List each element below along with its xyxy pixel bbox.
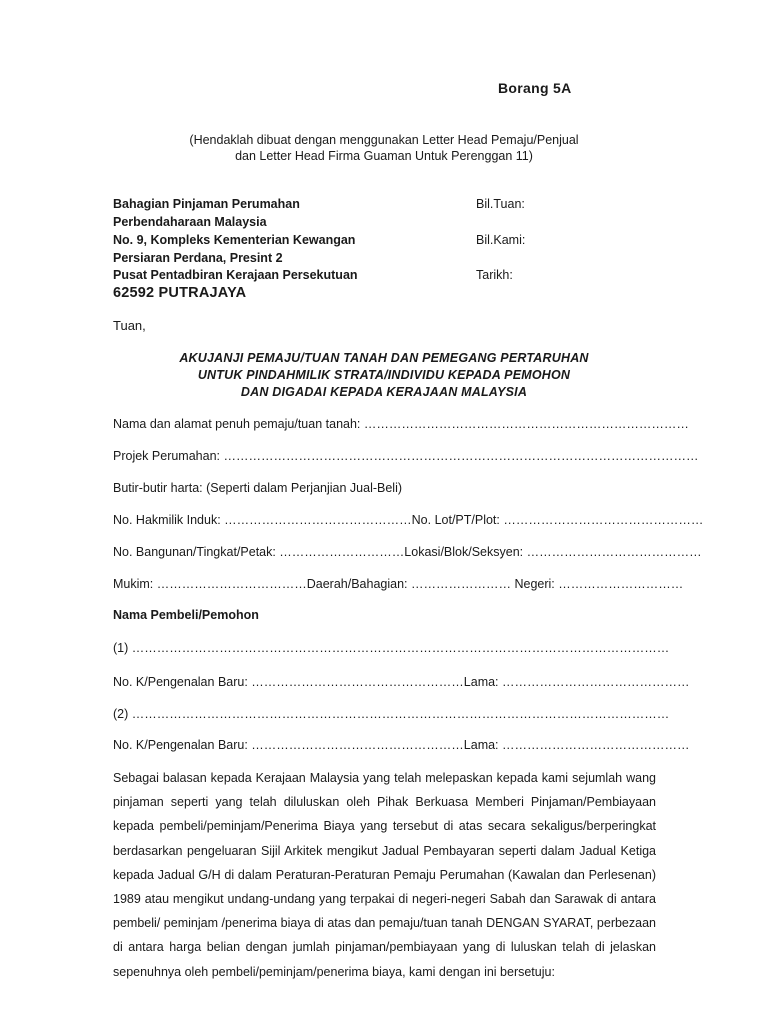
instruction-line-2: dan Letter Head Firma Guaman Untuk Perenggan 11): [235, 149, 533, 163]
buyer-1-name: (1) …………………………………………………………………………………………………………………: [113, 641, 670, 655]
buyer-2-ic: No. K/Pengenalan Baru: ……………………………………………Lama: ………………………………………: [113, 738, 690, 752]
address-line-1: Bahagian Pinjaman Perumahan: [113, 197, 300, 211]
document-title: [0, 350, 768, 401]
ref-bil-kami: Bil.Kami:: [476, 233, 526, 247]
title-line-1: AKUJANJI PEMAJU/TUAN TANAH DAN PEMEGANG PERTARUHAN: [179, 351, 589, 365]
instruction-note: [0, 132, 768, 164]
buyer-2-name: (2) …………………………………………………………………………………………………………………: [113, 707, 670, 721]
salutation: Tuan,: [113, 318, 146, 333]
field-butir-harta: Butir-butir harta: (Seperti dalam Perjanjian Jual-Beli): [113, 481, 403, 495]
form-number: Borang 5A: [498, 80, 572, 96]
address-city: 62592 PUTRAJAYA: [113, 285, 247, 301]
title-line-3: DAN DIGADAI KEPADA KERAJAAN MALAYSIA: [240, 385, 528, 399]
field-bangunan: No. Bangunan/Tingkat/Petak: …………………………Lokasi/Blok/Seksyen: ……………………………………: [113, 545, 702, 559]
buyer-1-ic: No. K/Pengenalan Baru: ……………………………………………Lama: ………………………………………: [113, 675, 690, 689]
ref-bil-tuan: Bil.Tuan:: [476, 197, 525, 211]
address-line-5: Pusat Pentadbiran Kerajaan Persekutuan: [113, 268, 358, 282]
address-line-3: No. 9, Kompleks Kementerian Kewangan: [113, 233, 356, 247]
body-paragraph: Sebagai balasan kepada Kerajaan Malaysia yang telah melepaskan kepada kami sejumlah wang pinjaman seperti yang telah diluluskan oleh Pihak Berkuasa Memberi Pinjaman/Pembiayaan kepada pembeli/peminjam/Penerima Biaya yang tersebut di atas secara sekaligus/berperingkat berdasarkan pengeluaran Sijil Arkitek mengikut Jadual Pembayaran seperti dalam Jadual Ketiga kepada Jadual G/H di dalam Peraturan-Peraturan Pemaju Perumahan (Kawalan dan Perlesenan) 1989 atau mengikut undang-undang yang terpakai di negeri-negeri Sabah dan Sarawak di antara pembeli/ peminjam /penerima biaya di atas dan pemaju/tuan tanah DENGAN SYARAT, perbezaan di antara harga belian dengan jumlah pinjaman/pembiayaan yang di luluskan telah di jelaskan sepenuhnya oleh pembeli/peminjam/penerima biaya, kami dengan ini bersetuju:: [113, 771, 656, 979]
field-nama-alamat: Nama dan alamat penuh pemaju/tuan tanah: ……………………………………………………………………: [113, 417, 689, 431]
address-line-4: Persiaran Perdana, Presint 2: [113, 251, 283, 265]
ref-tarikh: Tarikh:: [476, 268, 513, 282]
field-hakmilik: No. Hakmilik Induk: ………………………………………No. Lot/PT/Plot: …………………………………………: [113, 513, 704, 527]
field-mukim: Mukim: ………………………………Daerah/Bahagian: …………………… Negeri: …………………………: [113, 577, 684, 591]
instruction-line-1: (Hendaklah dibuat dengan menggunakan Letter Head Pemaju/Penjual: [189, 133, 579, 147]
address-line-2: Perbendaharaan Malaysia: [113, 215, 267, 229]
buyer-heading: Nama Pembeli/Pemohon: [113, 608, 259, 622]
field-projek: Projek Perumahan: ……………………………………………………………………………………………………: [113, 449, 699, 463]
title-line-2: UNTUK PINDAHMILIK STRATA/INDIVIDU KEPADA PEMOHON: [197, 368, 571, 382]
